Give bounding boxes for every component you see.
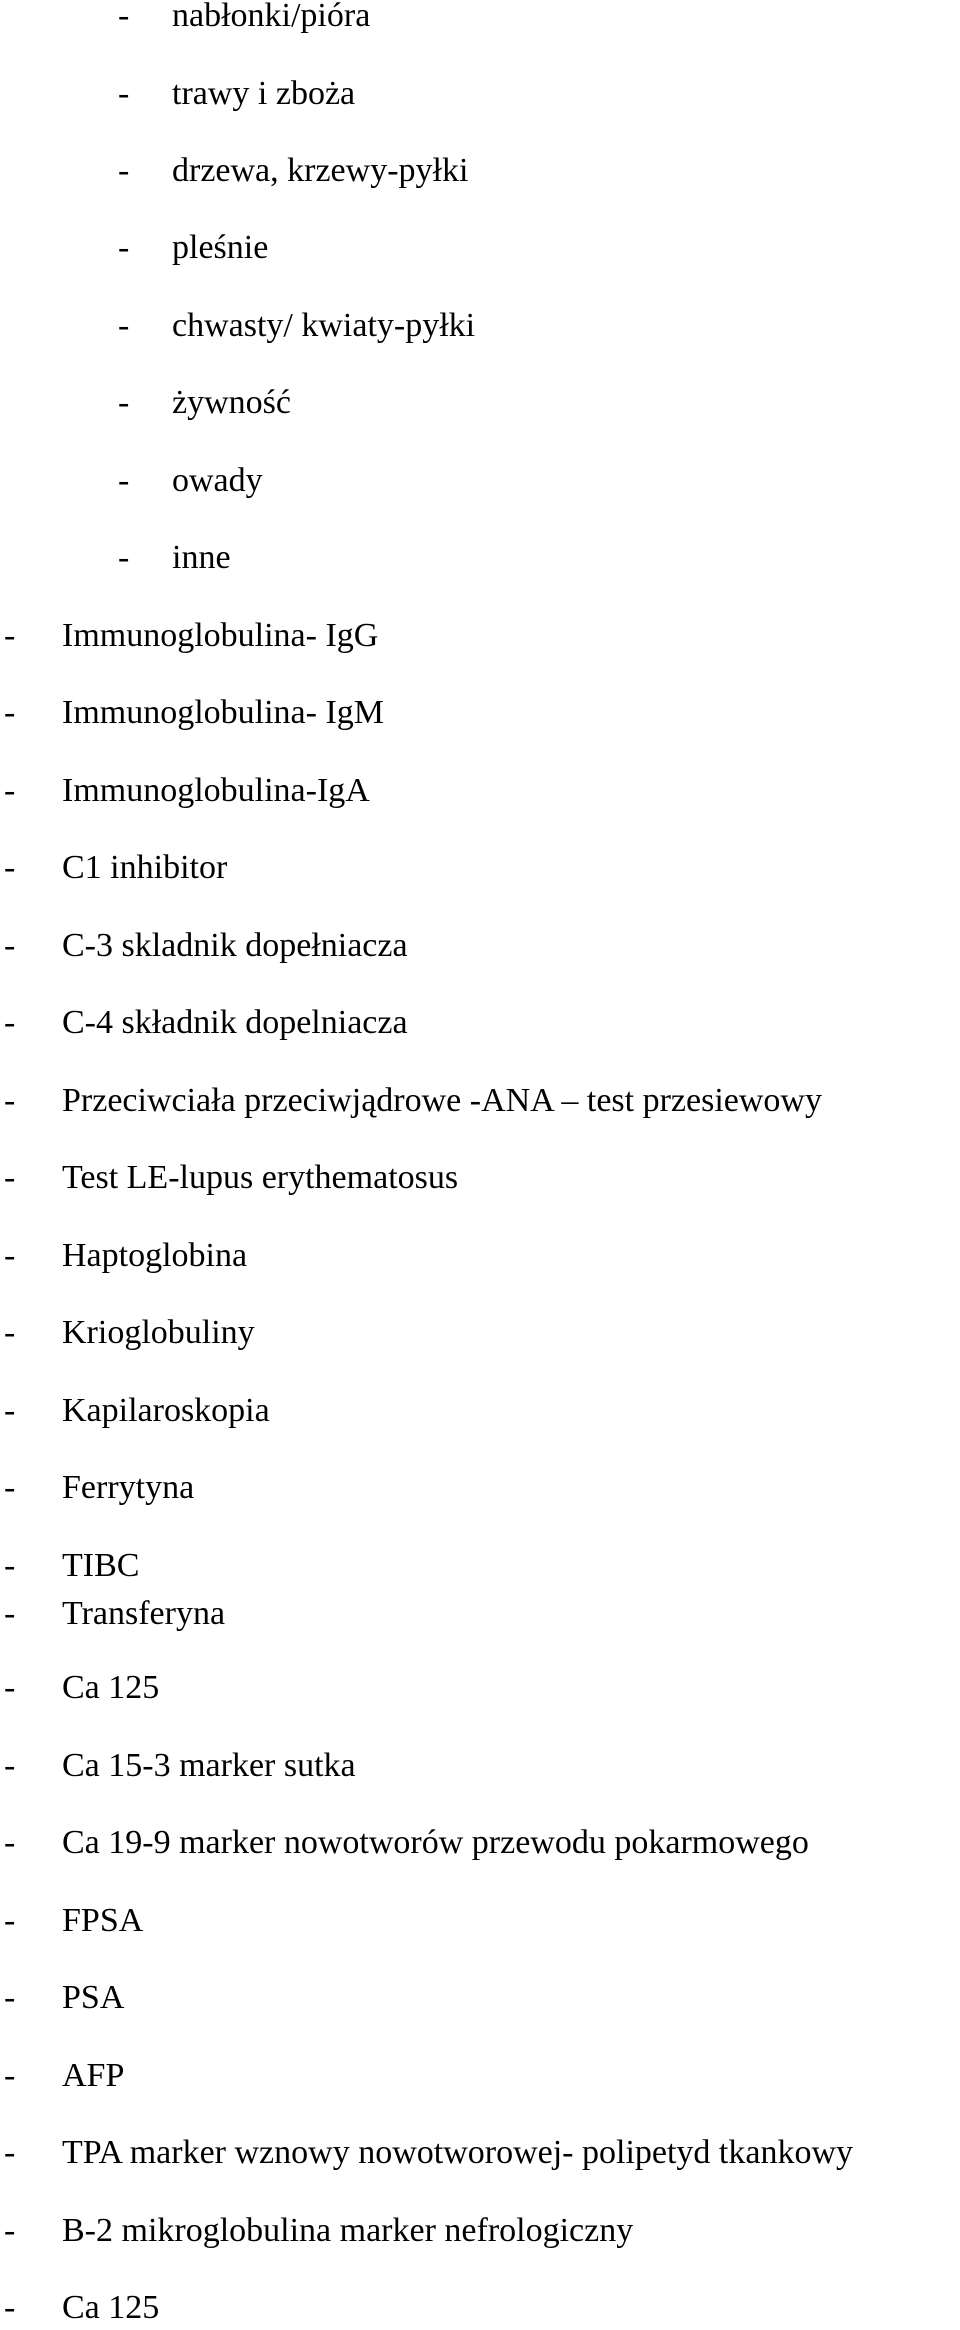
list-item-text: C-4 składnik dopelniacza (62, 1004, 408, 1041)
list-item-text: TPA marker wznowy nowotworowej- polipetyd tkankowy (62, 2134, 854, 2171)
list-item-text: Krioglobuliny (62, 1314, 255, 1351)
list-item-text: Immunoglobulina- IgM (62, 694, 385, 731)
list-item-text: FPSA (62, 1902, 144, 1939)
list-bullet: - (4, 1159, 16, 1196)
list-bullet: - (118, 229, 130, 266)
list-item-text: PSA (62, 1979, 125, 2016)
list-bullet: - (118, 462, 130, 499)
list-bullet: - (4, 1082, 16, 1119)
list-bullet: - (4, 2212, 16, 2249)
list-item-text: Ferrytyna (62, 1469, 195, 1506)
list-item-text: Transferyna (62, 1595, 226, 1632)
list-bullet: - (118, 75, 130, 112)
list-item-text: owady (172, 462, 263, 499)
list-bullet: - (4, 1314, 16, 1351)
list-item-text: Ca 15-3 marker sutka (62, 1747, 356, 1784)
list-item-text: Haptoglobina (62, 1237, 248, 1274)
list-bullet: - (4, 1392, 16, 1429)
list-bullet: - (4, 1547, 16, 1584)
list-item-text: B-2 mikroglobulina marker nefrologiczny (62, 2212, 634, 2249)
list-item-text: pleśnie (172, 229, 269, 266)
list-item-text: inne (172, 539, 231, 576)
list-item-text: żywność (172, 384, 291, 421)
list-item-text: Ca 19-9 marker nowotworów przewodu pokarmowego (62, 1824, 809, 1861)
list-item-text: Przeciwciała przeciwjądrowe -ANA – test przesiewowy (62, 1082, 822, 1119)
list-item-text: drzewa, krzewy-pyłki (172, 152, 469, 189)
list-item-text: Immunoglobulina- IgG (62, 617, 379, 654)
list-bullet: - (4, 1979, 16, 2016)
list-bullet: - (4, 1595, 16, 1632)
list-bullet: - (118, 152, 130, 189)
list-bullet: - (4, 1747, 16, 1784)
list-bullet: - (4, 1902, 16, 1939)
list-item-text: Ca 125 (62, 2289, 160, 2326)
list-bullet: - (118, 384, 130, 421)
list-item-text: C1 inhibitor (62, 849, 228, 886)
list-bullet: - (4, 1669, 16, 1706)
list-bullet: - (4, 2057, 16, 2094)
list-bullet: - (4, 1237, 16, 1274)
list-bullet: - (4, 1004, 16, 1041)
list-bullet: - (118, 539, 130, 576)
list-bullet: - (4, 694, 16, 731)
list-bullet: - (4, 2289, 16, 2326)
list-item-text: C-3 skladnik dopełniacza (62, 927, 408, 964)
list-item-text: nabłonki/pióra (172, 0, 371, 34)
list-bullet: - (4, 849, 16, 886)
list-item-text: Kapilaroskopia (62, 1392, 270, 1429)
list-item-text: Test LE-lupus erythematosus (62, 1159, 459, 1196)
list-item-text: TIBC (62, 1547, 140, 1584)
list-bullet: - (4, 2134, 16, 2171)
list-bullet: - (4, 927, 16, 964)
list-bullet: - (118, 0, 130, 34)
list-item-text: chwasty/ kwiaty-pyłki (172, 307, 476, 344)
list-item-text: Immunoglobulina-IgA (62, 772, 370, 809)
list-item-text: trawy i zboża (172, 75, 356, 112)
list-bullet: - (4, 772, 16, 809)
list-bullet: - (118, 307, 130, 344)
list-bullet: - (4, 1824, 16, 1861)
list-item-text: AFP (62, 2057, 125, 2094)
list-bullet: - (4, 1469, 16, 1506)
list-item-text: Ca 125 (62, 1669, 160, 1706)
list-bullet: - (4, 617, 16, 654)
